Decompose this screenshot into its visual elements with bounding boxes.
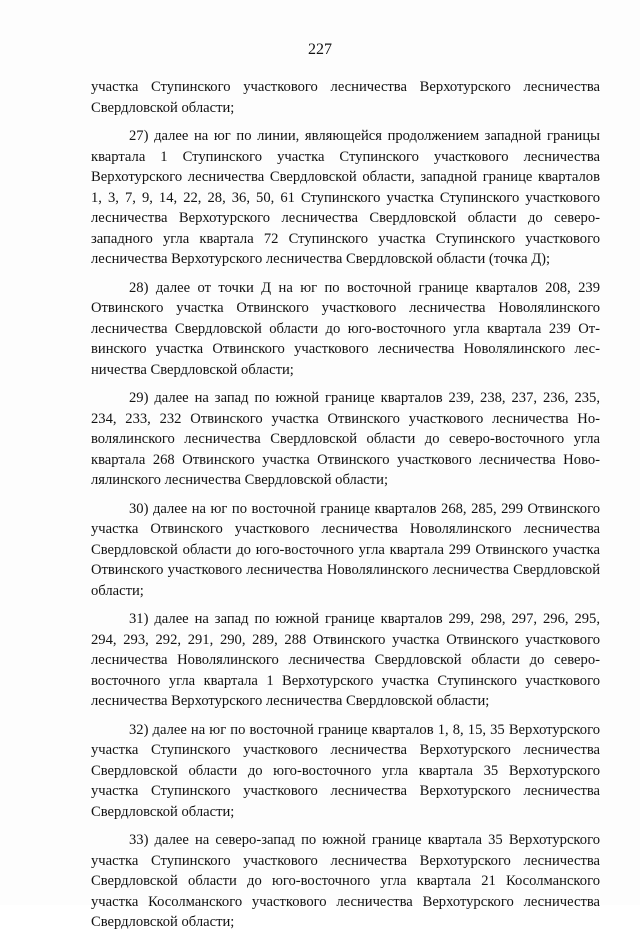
paragraph-item-30: 30) далее на юг по восточной границе кварталов 268, 285, 299 Отвинского участка Отвинского участкового лесничества Новолялинского лесничества Свердловской области до юго-восточного угла квартала 299 Отвинского участка Отвинского участкового лесничества Новолялинского лесничества Свердловской области; xyxy=(91,500,600,599)
paragraph-item-28: 28) далее от точки Д на юг по восточной границе кварталов 208, 239 Отвинского участка Отвинского участкового лесничества Новолялинского лесничества Свердловской области до юго-восточного угла квартала 239 Отвинского участка Отвинского участкового лесничества Новолялинского лесничества Свердловской области; xyxy=(91,279,600,378)
paragraph-item-29: 29) далее на запад по южной границе кварталов 239, 238, 237, 236, 235, 234, 233, 232 Отвинского участка Отвинского участкового лесничества Новолялинского лесничества Свердловской области до северо-восточного угла квартала 268 Отвинского участка Отвинского участкового лесничества Новолялинского лесничества Свердловской области; xyxy=(91,390,600,488)
paragraph-item-27: 27) далее на юг по линии, являющейся продолжением западной границы квартала 1 Ступинского участка Ступинского участкового лесничества Верхотурского лесничества Свердловской области, западной границе кварталов 1, 3, 7, 9, 14, 22, 28, 36, 50, 61 Ступинского участка Ступинского участкового лесничества Верхотурского лесничества Свердловской области до северо-западного угла квартала 72 Ступинского участка Ступинского участкового лесничества Верхотурского лесничества Свердловской области (точка Д); xyxy=(91,128,600,267)
paragraph-item-31: 31) далее на запад по южной границе кварталов 299, 298, 297, 296, 295, 294, 293, 292, 291, 290, 289, 288 Отвинского участка Отвинского участкового лесничества Новолялинского лесничества Свердловской области до северовосточного угла квартала 1 Верхотурского участка Ступинского участкового лесничества Верхотурского лесничества Свердловской области; xyxy=(91,611,600,709)
page-number: 227 xyxy=(308,41,332,58)
paragraph-item-32: 32) далее на юг по восточной границе кварталов 1, 8, 15, 35 Верхотурского участка Ступинского участкового лесничества Верхотурского лесничества Свердловской области до юго-восточного угла квартала 35 Верхотурского участка Ступинского участкового лесничества Верхотурского лесничества Свердловской области; xyxy=(91,721,600,820)
paragraph-item-33: 33) далее на северо-запад по южной границе квартала 35 Верхотурского участка Ступинского участкового лесничества Верхотурского лесничества Свердловской области до юго-восточного угла квартала 21 Косолманского участка Косолманского участкового лесничества Верхотурского лесничества Свердловской области; xyxy=(91,832,600,930)
document-body xyxy=(91,77,600,941)
paragraph-continuation: участка Ступинского участкового лесничества Верхотурского лесничества Свердловской области; xyxy=(91,79,600,116)
